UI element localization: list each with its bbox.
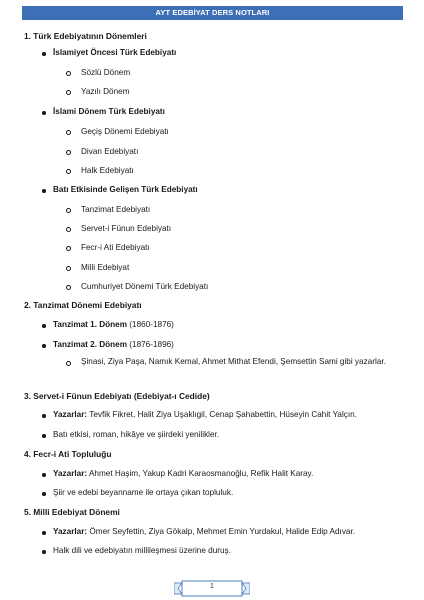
list-item: Yazılı Dönem — [81, 87, 130, 96]
bullet-icon — [42, 550, 46, 554]
circle-bullet-icon — [66, 71, 71, 76]
list-item: Cumhuriyet Dönemi Türk Edebiyatı — [81, 282, 209, 291]
bullet-icon — [42, 344, 46, 348]
authors-text: Tevfik Fikret, Halit Ziya Uşaklıgil, Cenap Şahabettin, Hüseyin Cahit Yalçın. — [87, 410, 357, 419]
period-years: (1860-1876) — [127, 320, 174, 329]
subsection-heading: İslami Dönem Türk Edebiyatı — [53, 107, 165, 116]
period-name: Tanzimat 1. Dönem — [53, 320, 128, 329]
list-item: Fecr-i Ati Edebiyatı — [81, 243, 150, 252]
bullet-icon — [42, 531, 46, 535]
list-item: Tanzimat Edebiyatı — [81, 205, 151, 214]
bullet-icon — [42, 434, 46, 438]
authors-text: Ömer Seyfettin, Ziya Gökalp, Mehmet Emin Yurdakul, Halide Edip Adıvar. — [87, 527, 356, 536]
page-header-title: AYT EDEBİYAT DERS NOTLARI — [155, 8, 270, 17]
page-header-bar — [22, 6, 403, 20]
period-years: (1876-1896) — [127, 340, 174, 349]
list-item: Batı etkisi, roman, hikâye ve şiirdeki yenilikler. — [53, 430, 220, 439]
list-item: Divan Edebiyatı — [81, 147, 139, 156]
list-item: Milli Edebiyat — [81, 263, 130, 272]
circle-bullet-icon — [66, 90, 71, 95]
circle-bullet-icon — [66, 130, 71, 135]
list-item: Sözlü Dönem — [81, 68, 131, 77]
list-item — [53, 340, 174, 350]
list-item: Şiir ve edebi beyanname ile ortaya çıkan topluluk. — [53, 488, 234, 497]
bullet-icon — [42, 414, 46, 418]
subsection-heading: İslamiyet Öncesi Türk Edebiyatı — [53, 48, 177, 57]
circle-bullet-icon — [66, 169, 71, 174]
bullet-icon — [42, 52, 46, 56]
authors-paragraph: Şinasi, Ziya Paşa, Namık Kemal, Ahmet Mithat Efendi, Şemsettin Sami gibi yazarlar. — [81, 357, 386, 366]
circle-bullet-icon — [66, 150, 71, 155]
list-item: Servet-i Fünun Edebiyatı — [81, 224, 172, 233]
section-heading: 5. Milli Edebiyat Dönemi — [24, 507, 120, 517]
list-item — [53, 469, 313, 479]
circle-bullet-icon — [66, 361, 71, 366]
authors-text: Ahmet Haşim, Yakup Kadri Karaosmanoğlu, Refik Halit Karay. — [87, 469, 314, 478]
circle-bullet-icon — [66, 208, 71, 213]
bullet-icon — [42, 473, 46, 477]
list-item: Halk Edebiyatı — [81, 166, 134, 175]
list-item — [53, 320, 174, 330]
list-item — [53, 527, 355, 537]
subsection-heading: Batı Etkisinde Gelişen Türk Edebiyatı — [53, 185, 198, 194]
list-item: Geçiş Dönemi Edebiyatı — [81, 127, 169, 136]
section-heading: 2. Tanzimat Dönemi Edebiyatı — [24, 300, 142, 310]
circle-bullet-icon — [66, 227, 71, 232]
circle-bullet-icon — [66, 246, 71, 251]
bullet-icon — [42, 111, 46, 115]
list-item — [53, 410, 357, 420]
page-number: 1 — [210, 583, 214, 590]
period-name: Tanzimat 2. Dönem — [53, 340, 128, 349]
bullet-icon — [42, 492, 46, 496]
page-footer — [174, 580, 250, 597]
list-item: Halk dili ve edebiyatın millileşmesi üzerine duruş. — [53, 546, 231, 555]
section-heading: 4. Fecr-i Ati Topluluğu — [24, 449, 112, 459]
authors-label: Yazarlar: — [53, 410, 88, 419]
circle-bullet-icon — [66, 266, 71, 271]
authors-label: Yazarlar: — [53, 469, 88, 478]
section-heading: 1. Türk Edebiyatının Dönemleri — [24, 31, 147, 41]
section-heading: 3. Servet-i Fünun Edebiyatı (Edebiyat-ı Cedide) — [24, 391, 210, 401]
bullet-icon — [42, 324, 46, 328]
authors-label: Yazarlar: — [53, 527, 88, 536]
circle-bullet-icon — [66, 285, 71, 290]
bullet-icon — [42, 189, 46, 193]
